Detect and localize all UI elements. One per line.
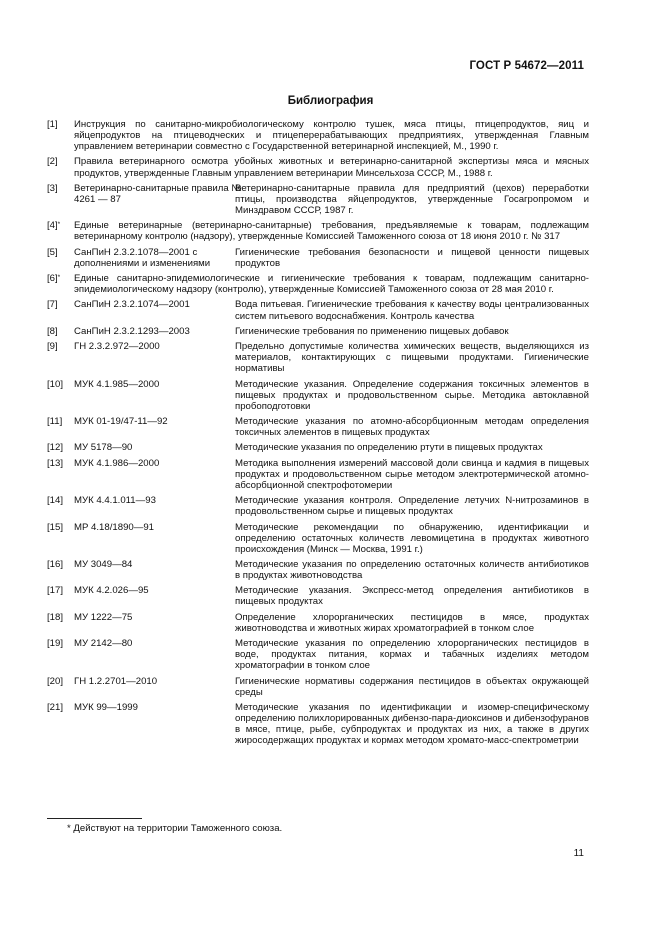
reference-item bbox=[47, 379, 589, 412]
reference-code: МУК 4.1.985—2000 bbox=[74, 378, 160, 390]
reference-code: СанПиН 2.3.2.1074—2001 bbox=[74, 299, 190, 311]
reference-number bbox=[47, 326, 58, 337]
reference-number bbox=[47, 273, 60, 284]
reference-description: Гигиенические нормативы содержания пестицидов в объектах окружающей среды bbox=[235, 675, 589, 698]
reference-number-text: [8] bbox=[47, 325, 58, 337]
reference-description: Ветеринарно-санитарные правила для предприятий (цехов) переработки птицы, производства яйцепродуктов, утвержденные Госагропромом и Минздравом СССР, 1987 г. bbox=[235, 182, 589, 217]
reference-number bbox=[47, 247, 58, 258]
document-standard-number: ГОСТ Р 54672—2011 bbox=[469, 60, 584, 72]
reference-description: Методические указания. Определение содержания токсичных элементов в пищевых продуктах и продовольственном сырье. Методика автоклавной пробоподготовки bbox=[235, 378, 589, 412]
reference-item bbox=[47, 183, 589, 216]
reference-number bbox=[47, 299, 58, 310]
reference-item bbox=[47, 676, 589, 698]
reference-number bbox=[47, 416, 62, 427]
reference-number bbox=[47, 702, 63, 713]
reference-item bbox=[47, 299, 589, 321]
reference-code: Ветеринарно-санитарные правила № 4261 — 87 bbox=[74, 182, 242, 205]
reference-number-text: [17] bbox=[47, 585, 64, 597]
reference-item bbox=[47, 442, 589, 453]
reference-number-text: [14] bbox=[47, 495, 64, 507]
reference-number bbox=[47, 585, 63, 596]
reference-number-text: [19] bbox=[47, 638, 64, 650]
reference-number-text: [5] bbox=[47, 246, 58, 258]
reference-number bbox=[47, 220, 60, 231]
reference-list bbox=[47, 119, 589, 751]
reference-code: МУК 4.2.026—95 bbox=[74, 585, 149, 597]
reference-number-text: [6] bbox=[47, 273, 58, 285]
footnote-text: Действуют на территории Таможенного союза. bbox=[73, 823, 283, 834]
reference-code: МУК 4.4.1.011—93 bbox=[74, 495, 156, 507]
reference-number bbox=[47, 183, 58, 194]
reference-code: СанПиН 2.3.2.1078—2001 с дополнениями и изменениями bbox=[74, 246, 211, 269]
reference-number-text: [9] bbox=[47, 341, 58, 353]
reference-number-text: [2] bbox=[47, 156, 58, 168]
reference-number-text: [20] bbox=[47, 675, 64, 687]
reference-item bbox=[47, 341, 589, 374]
page-number: 11 bbox=[573, 848, 584, 859]
reference-number bbox=[47, 458, 63, 469]
reference-description: Методические указания по определению хлорорганических пестицидов в воде, продуктах питания, кормах и табачных изделиях методом хроматографии в тонком слое bbox=[235, 638, 589, 672]
reference-item bbox=[47, 585, 589, 607]
reference-footnote-mark: * bbox=[57, 221, 61, 229]
reference-description: Методические указания по атомно-абсорбционным методам определения токсичных элементов в пищевых продуктах bbox=[235, 416, 589, 439]
reference-item bbox=[47, 702, 589, 746]
reference-description: Предельно допустимые количества химических веществ, выделяющихся из материалов, контактирующих с пищевыми продуктами. Гигиенические нормативы bbox=[235, 341, 589, 375]
reference-item bbox=[47, 458, 589, 491]
reference-item bbox=[47, 416, 589, 438]
reference-item bbox=[47, 119, 589, 152]
reference-code: МУК 4.1.986—2000 bbox=[74, 457, 160, 469]
reference-description: Методические указания по определению остаточных количеств антибиотиков в продуктах животноводства bbox=[235, 559, 589, 582]
reference-description: Определение хлорорганических пестицидов в мясе, продуктах животноводства и животных жирах хроматографией в тонком слое bbox=[235, 611, 589, 634]
reference-text: Правила ветеринарного осмотра убойных животных и ветеринарно-санитарной экспертизы мяса и мясных продуктов, утвержденные Главным управлением ветеринарии Минсельхоза СССР, М., 1988 г. bbox=[74, 156, 589, 179]
reference-description: Методические указания по идентификации и изомер-специфическому определению полихлорированных дибензо-пара-диоксинов и дибензофуранов в мясе, птице, рыбе, субпродуктах и продуктах из них, а также в других жиросодержащих продуктах и кормах методом хромато-масс-спектрометрии bbox=[235, 701, 589, 747]
bibliography-title: Библиография bbox=[287, 95, 374, 107]
reference-number-text: [16] bbox=[47, 559, 64, 570]
reference-item bbox=[47, 559, 589, 581]
reference-item bbox=[47, 522, 589, 555]
reference-item bbox=[47, 638, 589, 671]
reference-description: Гигиенические требования безопасности и пищевой ценности пищевых продуктов bbox=[235, 246, 589, 269]
reference-item bbox=[47, 247, 589, 269]
reference-number-text: [10] bbox=[47, 378, 64, 390]
reference-number bbox=[47, 119, 58, 130]
reference-item bbox=[47, 495, 589, 517]
reference-description: Методические указания. Экспресс-метод определения антибиотиков в пищевых продуктах bbox=[235, 585, 589, 608]
reference-number-text: [1] bbox=[47, 119, 58, 130]
reference-code: МУ 2142—80 bbox=[74, 638, 133, 650]
reference-item bbox=[47, 612, 589, 634]
footnote-divider bbox=[47, 818, 142, 819]
reference-description: Методические указания контроля. Определение летучих N-нитрозаминов в продовольственном сырье и пищевых продуктах bbox=[235, 495, 589, 518]
reference-description: Гигиенические требования по применению пищевых добавок bbox=[235, 325, 509, 337]
reference-item bbox=[47, 220, 589, 242]
reference-number-text: [21] bbox=[47, 701, 64, 713]
reference-description: Методика выполнения измерений массовой доли свинца и кадмия в пищевых продуктах и продовольственном сырье методом электротермической атомно-абсорбционной спектрофотомерии bbox=[235, 457, 589, 491]
reference-number bbox=[47, 495, 63, 506]
footnote-mark: * bbox=[67, 823, 71, 834]
reference-number bbox=[47, 612, 63, 623]
reference-number-text: [18] bbox=[47, 611, 64, 623]
reference-number bbox=[47, 676, 63, 687]
reference-code: МР 4.18/1890—91 bbox=[74, 521, 155, 533]
reference-code: СанПиН 2.3.2.1293—2003 bbox=[74, 325, 190, 337]
reference-item bbox=[47, 273, 589, 295]
reference-number bbox=[47, 559, 63, 570]
reference-number bbox=[47, 522, 63, 533]
reference-number-text: [7] bbox=[47, 299, 58, 311]
reference-code: МУК 01-19/47-11—92 bbox=[74, 416, 168, 428]
reference-item bbox=[47, 156, 589, 178]
reference-item bbox=[47, 326, 589, 337]
reference-code: ГН 1.2.2701—2010 bbox=[74, 675, 158, 687]
reference-number bbox=[47, 341, 58, 352]
reference-code: ГН 2.3.2.972—2000 bbox=[74, 341, 160, 353]
reference-number-text: [11] bbox=[47, 416, 63, 428]
reference-number-text: [4] bbox=[47, 220, 58, 232]
reference-number-text: [13] bbox=[47, 457, 64, 469]
reference-number bbox=[47, 156, 58, 167]
reference-number-text: [15] bbox=[47, 521, 64, 533]
reference-description: Вода питьевая. Гигиенические требования к качеству воды централизованных систем питьевого водоснабжения. Контроль качества bbox=[235, 299, 589, 322]
reference-text: Инструкция по санитарно-микробиологическому контролю тушек, мяса птицы, птицепродуктов, яиц и яйцепродуктов на птицеводческих и птицеперерабатывающих предприятиях, утвержденная Главным управлением ветеринарии совместно с Государственной ветеринарной инспекцией, М., 1990 г. bbox=[74, 119, 589, 153]
reference-number bbox=[47, 379, 63, 390]
reference-footnote-mark: * bbox=[57, 274, 61, 282]
reference-code: МУ 5178—90 bbox=[74, 442, 133, 454]
reference-text: Единые ветеринарные (ветеринарно-санитарные) требования, предъявляемые к товарам, подлежащим ветеринарному контролю (надзору), утвержденные Комиссией Таможенного союза от 18 июня 2010 г. № 317 bbox=[74, 220, 589, 243]
reference-code: МУ 3049—84 bbox=[74, 559, 133, 570]
footnote bbox=[67, 823, 282, 834]
reference-number bbox=[47, 442, 63, 453]
reference-code: МУ 1222—75 bbox=[74, 611, 133, 623]
reference-description: Методические указания по определению ртути в пищевых продуктах bbox=[235, 442, 543, 454]
reference-number-text: [12] bbox=[47, 442, 64, 454]
reference-description: Методические рекомендации по обнаружению, идентификации и определению остаточных количеств левомицетина в продуктах животного происхождения (Минск — Москва, 1991 г.) bbox=[235, 521, 589, 555]
reference-number bbox=[47, 638, 63, 649]
reference-number-text: [3] bbox=[47, 182, 58, 194]
reference-code: МУК 99—1999 bbox=[74, 701, 138, 713]
reference-text: Единые санитарно-эпидемиологические и гигиенические требования к товарам, подлежащим санитарно-эпидемиологическому надзору (контролю), утвержденные Комиссией Таможенного союза от 28 мая 2010 г. bbox=[74, 273, 589, 296]
